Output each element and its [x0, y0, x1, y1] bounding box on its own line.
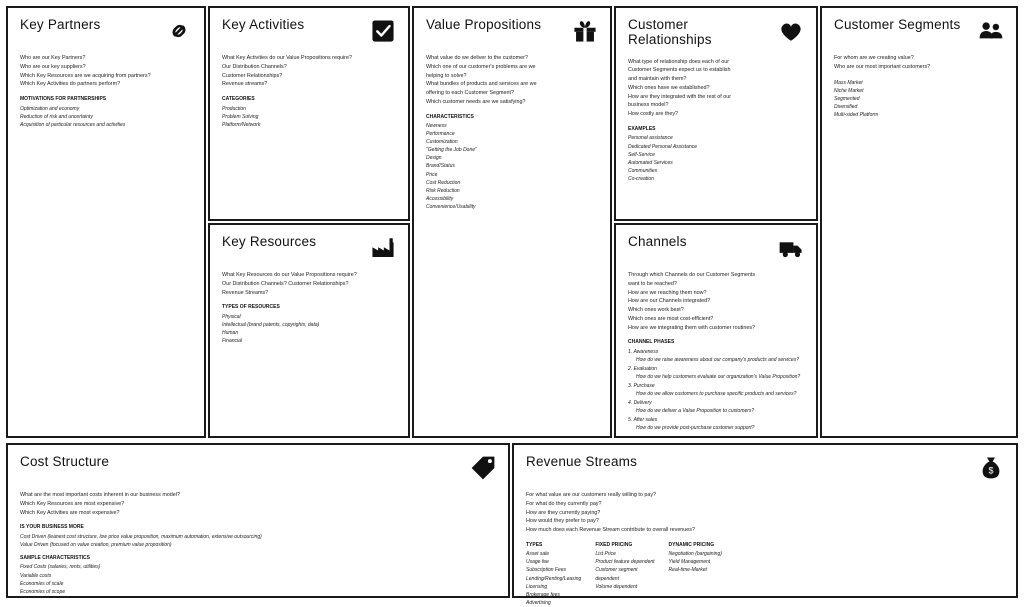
block-title: Value Propositions — [426, 17, 542, 32]
block-title: Key Activities — [222, 17, 305, 32]
phase-item — [628, 365, 804, 381]
questions-list — [526, 491, 1004, 535]
block-key-partners[interactable] — [6, 6, 206, 438]
chain-link-icon — [166, 18, 192, 44]
truck-icon — [778, 235, 804, 261]
phase-question: How do we help customers evaluate our organization's Value Proposition? — [636, 373, 801, 380]
block-header — [20, 455, 496, 481]
phase-item — [628, 382, 804, 398]
sub-item: Production — [222, 105, 246, 112]
phase-question: How do we raise awareness about our company's products and services? — [636, 356, 799, 363]
questions-list — [834, 54, 1004, 72]
sub-item: Brokerage fees — [526, 591, 560, 598]
sub-item: Niche Market — [834, 87, 864, 94]
phase-label: Purchase — [633, 382, 655, 389]
sub-item: Co-creation — [628, 175, 654, 182]
question: What are the most important costs inherent in our business model? — [20, 492, 181, 498]
question: How are our Channels integrated? — [628, 298, 711, 305]
phase-number: 4. — [628, 399, 633, 406]
block-cost-structure[interactable] — [6, 443, 510, 598]
sub-item: dependent — [595, 575, 619, 582]
phase-label: Evaluation — [633, 365, 657, 372]
sub-item: Variable costs — [20, 572, 52, 579]
questions-list — [20, 54, 192, 89]
sub-group — [20, 524, 496, 549]
question: How would they prefer to pay? — [526, 518, 599, 525]
price-tag-icon — [470, 455, 496, 481]
sub-item: Diversified — [834, 103, 858, 110]
people-icon — [978, 18, 1004, 44]
question: Who are our key suppliers? — [20, 63, 86, 70]
sub-item: Acquisition of particular resources and activities — [20, 121, 126, 128]
question: Customer Relationships? — [222, 72, 283, 79]
sub-heading: SAMPLE CHARACTERISTICS — [20, 554, 91, 561]
phase-list — [628, 348, 804, 432]
sub-item: Multi-sided Platform — [834, 111, 879, 118]
phase-question: How do we provide post-purchase customer support? — [636, 424, 755, 431]
phase-number: 1. — [628, 348, 633, 355]
sub-item: Economies of scope — [20, 588, 66, 595]
sub-item: Design — [426, 155, 442, 162]
sub-group — [426, 114, 598, 212]
block-channels[interactable] — [614, 223, 818, 438]
sub-item: "Getting the Job Done" — [426, 147, 477, 154]
sub-item: Physical — [222, 313, 241, 320]
sub-group — [222, 304, 396, 345]
block-title: Channels — [628, 234, 687, 249]
sub-item: Real-time-Market — [668, 567, 707, 574]
sub-items — [669, 550, 722, 574]
sub-item: Mass Market — [834, 79, 863, 86]
sub-items — [222, 105, 396, 129]
gift-icon — [572, 18, 598, 44]
question: Which customer needs are we satisfying? — [426, 98, 526, 105]
question: Through which Channels do our Customer Segments — [628, 272, 756, 278]
sub-item: Product feature dependent — [595, 559, 655, 566]
sub-item: Risk Reduction — [426, 187, 460, 194]
question: Customer Segments expect us to establish — [628, 67, 731, 74]
question: Which ones work best? — [628, 307, 684, 313]
svg-text:$: $ — [988, 465, 994, 476]
sub-item: Value Driven (focused on value creation, premium value proposition) — [20, 541, 172, 548]
block-header — [834, 18, 1004, 44]
sub-item: Lending/Renting/Leasing — [526, 575, 582, 582]
sub-item: Advertising — [526, 599, 551, 606]
channel-phases — [628, 339, 804, 432]
sub-items — [834, 79, 1004, 119]
question: offering to each Customer Segment? — [426, 90, 514, 96]
factory-icon — [370, 235, 396, 261]
sub-heading: EXAMPLES — [628, 125, 656, 132]
sub-heading: TYPES — [526, 541, 543, 548]
heart-icon — [778, 18, 804, 44]
questions-list — [628, 58, 804, 119]
question: Who are our Key Partners? — [20, 55, 86, 61]
sub-heading: MOTIVATIONS FOR PARTNERSHIPS — [20, 96, 107, 102]
question: business model? — [628, 102, 669, 109]
question: How much does each Revenue Stream contribute to overall revenues? — [526, 527, 695, 533]
sub-item: Cost Driven (leanest cost structure, low price value proposition, maximum automation, extensive outsourcing) — [20, 533, 262, 540]
question: Which ones are most cost-efficient? — [628, 315, 714, 322]
block-header — [628, 235, 804, 261]
sub-group — [222, 96, 396, 129]
question: Which one of our customer's problems are we — [426, 63, 536, 70]
question: How are we reaching them now? — [628, 289, 707, 296]
revenue-column-fixed-pricing — [595, 542, 654, 607]
block-key-activities[interactable] — [208, 6, 410, 221]
block-header — [222, 235, 396, 261]
question: Which ones have we established? — [628, 84, 710, 91]
question: How are we integrating them with customer routines? — [628, 324, 756, 331]
sub-item: Yield Management — [668, 559, 711, 566]
block-header — [526, 455, 1004, 481]
sub-heading: CHARACTERISTICS — [426, 113, 474, 120]
revenue-columns — [526, 542, 1004, 607]
phase-question: How do we deliver a Value Proposition to customers? — [636, 407, 755, 414]
sub-item: Fixed Costs (salaries, rents, utilities) — [20, 564, 101, 571]
block-title: Key Resources — [222, 234, 317, 249]
block-header — [222, 18, 396, 44]
sub-item: Automated Services — [628, 159, 673, 166]
question: Which Key Resources are most expensive? — [20, 500, 125, 507]
revenue-column-dynamic-pricing — [669, 542, 722, 607]
sub-item: Newness — [426, 123, 447, 129]
sub-item: Volume dependent — [595, 583, 638, 590]
sub-item: Brand/Status — [426, 163, 455, 170]
phase-number: 2. — [628, 365, 633, 372]
question: Who are our most important customers? — [834, 63, 931, 70]
sub-group — [628, 126, 804, 183]
sub-items — [595, 550, 654, 590]
sub-item: Problem Solving — [222, 113, 259, 120]
question: What bundles of products and services are we — [426, 81, 537, 88]
sub-item: Asset sale — [526, 551, 550, 558]
money-bag-icon — [978, 455, 1004, 481]
sub-item: Financial — [222, 338, 243, 345]
block-title: Customer Relationships — [628, 17, 712, 47]
question: What Key Activities do our Value Propositions require? — [222, 55, 352, 61]
block-title: Key Partners — [20, 17, 101, 32]
sub-item: Accessibility — [426, 195, 454, 202]
sub-items — [222, 313, 396, 345]
sub-heading: FIXED PRICING — [595, 541, 633, 548]
block-header — [426, 18, 598, 44]
phase-number: 3. — [628, 382, 633, 389]
sub-heading: CATEGORIES — [222, 96, 255, 102]
phase-label: Delivery — [633, 399, 652, 406]
sub-item: Human — [222, 329, 239, 336]
questions-list — [20, 491, 496, 517]
question: helping to solve? — [426, 72, 467, 79]
block-title: Revenue Streams — [526, 454, 638, 469]
phase-item — [628, 348, 804, 364]
block-revenue-streams[interactable] — [512, 443, 1018, 606]
block-header — [628, 18, 804, 48]
sub-item: Segmented — [834, 95, 860, 102]
sub-item: Negotiation (bargaining) — [668, 551, 722, 558]
question: How costly are they? — [628, 111, 679, 118]
sub-item: Convenience/Usability — [426, 203, 476, 210]
sub-item: Platform/Network — [222, 121, 261, 128]
sub-item: Price — [426, 171, 438, 178]
questions-list — [426, 54, 598, 107]
phase-question: How do we allow customers to purchase specific products and services? — [636, 390, 797, 397]
sub-items — [20, 533, 496, 549]
phase-item — [628, 416, 804, 432]
sub-item: Optimization and economy — [20, 105, 80, 112]
question: What Key Resources do our Value Propositions require? — [222, 272, 357, 278]
sub-heading: CHANNEL PHASES — [628, 339, 675, 346]
sub-heading: IS YOUR BUSINESS MORE — [20, 524, 84, 531]
question: What value do we deliver to the customer? — [426, 55, 528, 61]
block-title: Cost Structure — [20, 454, 110, 469]
block-key-resources[interactable] — [208, 223, 410, 438]
sub-item: Self-Service — [628, 151, 655, 158]
question: What type of relationship does each of our — [628, 58, 729, 65]
sub-item: Subscription Fees — [526, 567, 567, 574]
block-customer-relationships[interactable] — [614, 6, 818, 221]
sub-items — [426, 122, 598, 211]
phase-label: After sales — [633, 416, 658, 423]
sub-group — [834, 79, 1004, 119]
block-title: Customer Segments — [834, 17, 961, 32]
block-value-propositions[interactable] — [412, 6, 612, 438]
question: For whom are we creating value? — [834, 55, 914, 61]
sub-group — [20, 555, 496, 596]
question: Our Distribution Channels? Customer Relationships? — [222, 280, 349, 287]
question: How are they currently paying? — [526, 509, 601, 516]
sub-items — [20, 105, 192, 129]
checkbox-icon — [370, 18, 396, 44]
block-customer-segments[interactable] — [820, 6, 1018, 438]
sub-heading: DYNAMIC PRICING — [668, 541, 715, 548]
phase-item — [628, 399, 804, 415]
sub-item: Cost Reduction — [426, 179, 461, 186]
questions-list — [222, 271, 396, 297]
sub-item: Usage fee — [526, 559, 549, 566]
sub-group — [20, 96, 192, 129]
sub-heading: TYPES OF RESOURCES — [222, 304, 280, 311]
phase-number: 5. — [628, 416, 633, 423]
question: For what do they currently pay? — [526, 500, 602, 507]
question: Revenue Streams? — [222, 289, 269, 296]
block-header — [20, 18, 192, 44]
question: How are they integrated with the rest of our — [628, 93, 732, 100]
sub-item: Performance — [426, 131, 455, 138]
question: and maintain with them? — [628, 76, 687, 83]
question: Which Key Resources are we acquiring from partners? — [20, 72, 151, 79]
sub-item: Reduction of risk and uncertainty — [20, 113, 93, 120]
phase-label: Awareness — [633, 348, 659, 355]
sub-items — [20, 563, 496, 595]
sub-item: Customization — [426, 139, 458, 146]
sub-item: Customer segment — [595, 567, 638, 574]
sub-item: Economies of scale — [20, 580, 64, 587]
sub-items — [526, 550, 581, 607]
question: Which Key Activities do partners perform? — [20, 81, 121, 88]
sub-item: List Price — [595, 551, 616, 558]
question: Which Key Activities are most expensive? — [20, 509, 120, 516]
sub-item: Personal assistance — [628, 135, 673, 142]
questions-list — [222, 54, 396, 89]
question: Revenue streams? — [222, 81, 268, 88]
question: Our Distribution Channels? — [222, 63, 287, 70]
sub-item: Licensing — [526, 583, 548, 590]
revenue-column-types — [526, 542, 581, 607]
question: For what value are our customers really willing to pay? — [526, 492, 657, 498]
sub-items — [628, 134, 804, 183]
sub-item: Dedicated Personal Assistance — [628, 143, 698, 150]
sub-item: Intellectual (brand patents, copyrights, data) — [222, 321, 320, 328]
sub-item: Communities — [628, 167, 658, 174]
questions-list — [628, 271, 804, 332]
question: want to be reached? — [628, 280, 677, 287]
